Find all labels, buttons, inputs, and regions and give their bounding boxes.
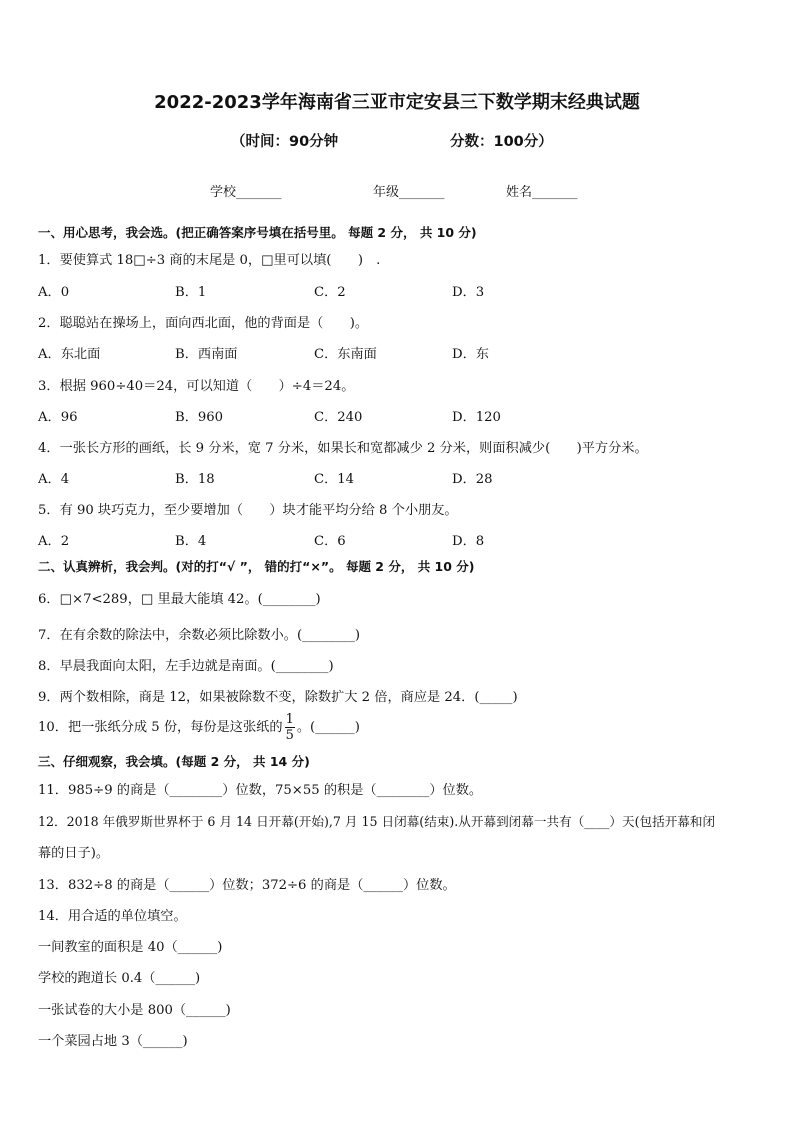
school-field: 学校_______ [210, 185, 282, 200]
option-3d: D．120 [452, 410, 501, 425]
exam-score: 分数：100分） [450, 134, 553, 150]
question-7: 7．在有余数的除法中，余数必须比除数小。(________) [38, 628, 360, 643]
option-5a: A．2 [38, 534, 70, 549]
question-14: 14．用合适的单位填空。 [38, 909, 187, 924]
exam-time: （时间：90分钟 [231, 134, 339, 150]
question-4: 4．一张长方形的画纸，长 9 分米，宽 7 分米，如果长和宽都减少 2 分米，则面积减少( )平方分米。 [38, 441, 648, 456]
fraction-numerator: 1 [285, 712, 294, 727]
question-12-line2: 幕的日子)。 [38, 846, 110, 861]
option-2a: A．东北面 [38, 347, 101, 362]
question-2: 2．聪聪站在操场上，面向西北面，他的背面是（ )。 [38, 316, 369, 331]
grade-field: 年级_______ [373, 185, 445, 200]
question-6: 6．□×7<289，□ 里最大能填 42。(________) [38, 592, 321, 607]
question-3: 3．根据 960÷40＝24，可以知道（ ）÷4＝24。 [38, 379, 355, 394]
section-header-fill: 三、仔细观察，我会填。(每题 2 分， 共 14 分) [38, 754, 310, 769]
option-3b: B．960 [175, 410, 224, 425]
question-14-item-2: 学校的跑道长 0.4（______) [38, 971, 201, 986]
option-1a: A．0 [38, 285, 70, 300]
question-14-item-4: 一个菜园占地 3（______) [38, 1034, 188, 1049]
question-13: 13．832÷8 的商是（______）位数；372÷6 的商是（______）位数。 [38, 878, 456, 893]
option-2d: D．东 [452, 347, 489, 362]
question-14-item-3: 一张试卷的大小是 800（______) [38, 1003, 231, 1018]
option-5c: C．6 [314, 534, 346, 549]
option-1c: C．2 [314, 285, 346, 300]
option-1b: B．1 [175, 285, 207, 300]
section-header-judge: 二、认真辨析，我会判。(对的打“√ ”， 错的打“×”。 每题 2 分， 共 10 分) [38, 559, 475, 574]
option-5b: B．4 [175, 534, 207, 549]
option-4b: B．18 [175, 472, 215, 487]
question-1: 1．要使算式 18□÷3 商的末尾是 0，□里可以填( ) . [38, 253, 381, 268]
option-2b: B．西南面 [175, 347, 238, 362]
name-field: 姓名_______ [506, 185, 578, 200]
option-2c: C．东南面 [314, 347, 377, 362]
question-10-blank: 。(______) [296, 720, 360, 735]
question-12-line1: 12．2018 年俄罗斯世界杯于 6 月 14 日开幕(开始),7 月 15 日闭幕(结束).从开幕到闭幕一共有（____）天(包括开幕和闭 [38, 814, 716, 829]
question-11: 11．985÷9 的商是（________）位数，75×55 的积是（________）位数。 [38, 783, 483, 798]
question-14-item-1: 一间教室的面积是 40（______) [38, 940, 223, 955]
fraction-one-fifth [285, 713, 295, 742]
question-9: 9．两个数相除，商是 12，如果被除数不变，除数扩大 2 倍，商应是 24．(_____) [38, 690, 518, 705]
question-10 [38, 713, 360, 742]
section-header-choice: 一、用心思考，我会选。(把正确答案序号填在括号里。 每题 2 分， 共 10 分) [38, 225, 477, 240]
page-title: 2022-2023学年海南省三亚市定安县三下数学期末经典试题 [154, 92, 640, 113]
option-4d: D．28 [452, 472, 493, 487]
option-1d: D．3 [452, 285, 485, 300]
option-3a: A．96 [38, 410, 78, 425]
option-3c: C．240 [314, 410, 363, 425]
option-4c: C．14 [314, 472, 355, 487]
option-4a: A．4 [38, 472, 70, 487]
option-5d: D．8 [452, 534, 485, 549]
question-5: 5．有 90 块巧克力，至少要增加（ ）块才能平均分给 8 个小朋友。 [38, 503, 458, 518]
fraction-denominator: 5 [285, 728, 294, 743]
question-8: 8．早晨我面向太阳，左手边就是南面。(________) [38, 659, 334, 674]
question-10-text: 10．把一张纸分成 5 份，每份是这张纸的 [38, 720, 283, 735]
